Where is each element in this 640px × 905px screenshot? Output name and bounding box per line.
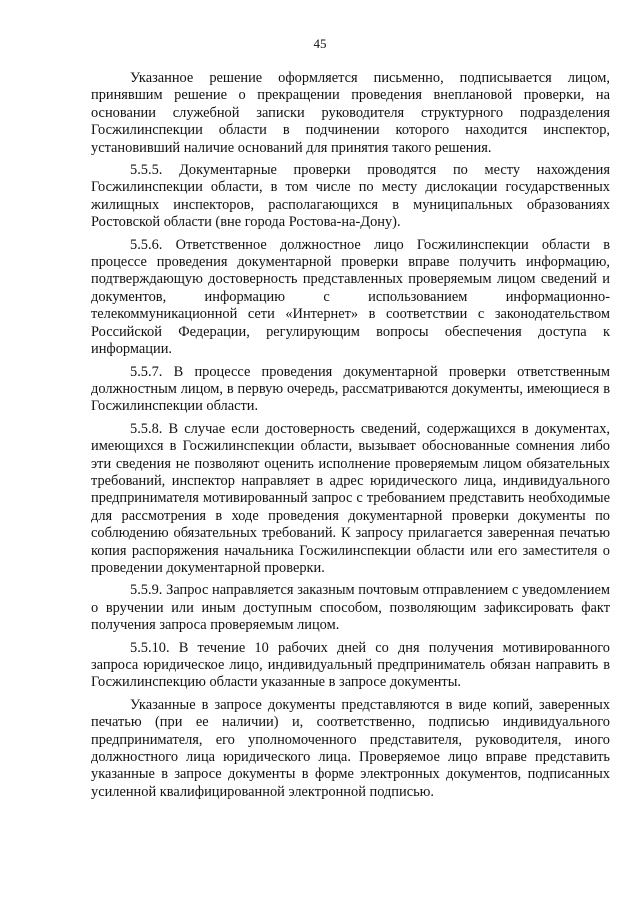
paragraph-5-5-6 [91, 237, 610, 359]
paragraph-documents-submission [91, 697, 610, 801]
paragraph-text: В процессе проведения документарной проверки ответственным должностным лицом, в первую очередь, рассматриваются документы, имеющиеся в Госжилинспекции области. [91, 363, 610, 415]
paragraph-text: В течение 10 рабочих дней со дня получения мотивированного запроса юридическое лицо, индивидуальный предприниматель обязан направить в Госжилинспекцию области указанные в запросе документы. [91, 639, 610, 691]
paragraph-text: Документарные проверки проводятся по месту нахождения Госжилинспекции области, в том числе по месту дислокации государственных жилищных инспекторов, располагающихся в муниципальных образованиях Ростовской области (вне города Ростова-на-Дону). [91, 162, 610, 231]
paragraph-number: 5.5.6. [130, 236, 163, 253]
paragraph-number: 5.5.5. [130, 162, 163, 179]
paragraph-text: Указанное решение оформляется письменно, подписывается лицом, принявшим решение о прекращении проведения внеплановой проверки, на основании служебной записки руководителя структурного подразделения Госжилинспекции области в подчинении которого находится инспектор, установивший наличие оснований для принятия такого решения. [91, 70, 610, 156]
paragraph-text: Ответственное должностное лицо Госжилинспекции области в процессе проведения документарной проверки вправе получить информацию, подтверждающую достоверность представленных проверяемым лицом сведений и документов, информацию с использованием информационно-телекоммуникационной сети «Интернет» в соответствии с законодательством Российской Федерации, регулирующим вопросы обеспечения доступа к информации. [91, 236, 610, 358]
paragraph-5-5-7 [91, 364, 610, 416]
paragraph-5-5-9 [91, 582, 610, 634]
paragraph-text: В случае если достоверность сведений, содержащихся в документах, имеющихся в Госжилинспекции области, вызывает обоснованные сомнения либо эти сведения не позволяют оценить исполнение проверяемым лицом обязательных требований, инспектор направляет в адрес юридического лица, индивидуального предпринимателя мотивированный запрос с требованием представить необходимые для рассмотрения в ходе проведения документарной проверки документы по соблюдению обязательных требований. К запросу прилагается заверенная печатью копия распоряжения начальника Госжилинспекции области или его заместителя о проведении документарной проверки. [91, 420, 610, 576]
paragraph-decision-formalization [91, 70, 610, 157]
paragraph-number: 5.5.10. [130, 639, 170, 656]
paragraph-number: 5.5.9. [130, 582, 163, 599]
paragraph-5-5-5 [91, 162, 610, 232]
paragraph-5-5-10 [91, 640, 610, 692]
page-number: 45 [313, 36, 327, 51]
paragraph-text: Запрос направляется заказным почтовым отправлением с уведомлением о вручении или иным доступным способом, позволяющим зафиксировать факт получения запроса проверяемым лицом. [91, 582, 611, 634]
paragraph-5-5-8 [91, 421, 610, 578]
paragraph-number: 5.5.7. [130, 363, 163, 380]
paragraph-text: Указанные в запросе документы представляются в виде копий, заверенных печатью (при ее наличии) и, соответственно, подписью индивидуального предпринимателя, его уполномоченного представителя, руководителя, иного должностного лица юридического лица. Проверяемое лицо вправе представить указанные в запросе документы в форме электронных документов, подписанных усиленной квалифицированной электронной подписью. [91, 696, 610, 800]
document-body [91, 70, 610, 806]
paragraph-number: 5.5.8. [130, 420, 163, 437]
